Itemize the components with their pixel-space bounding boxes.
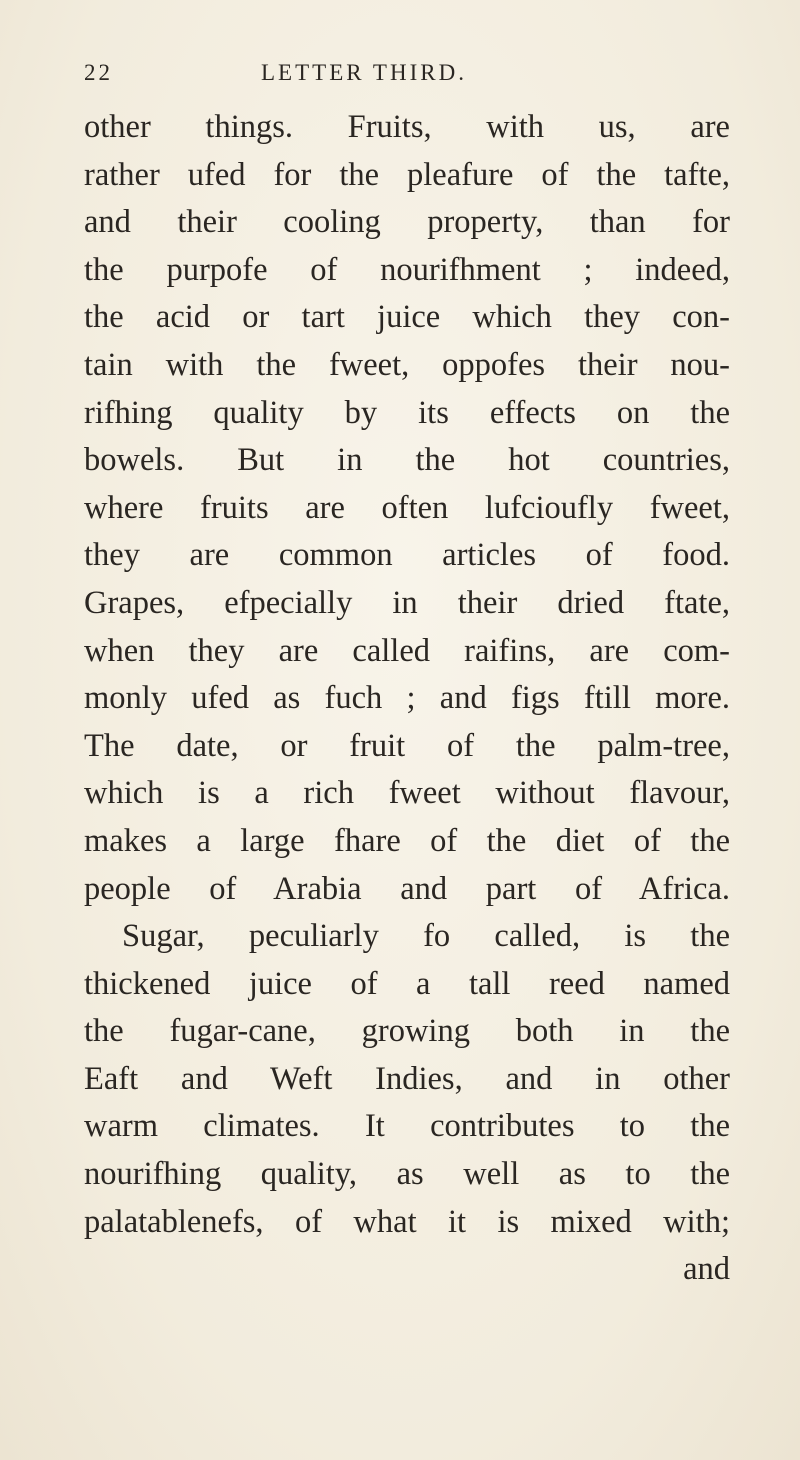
text-line: people of Arabia and part of Africa. [84,870,730,907]
text-line: rifhing quality by its effects on the [84,394,730,431]
page-number: 22 [84,60,113,85]
catchword: and [683,1251,730,1288]
text-line: the fugar-cane, growing both in the [84,1013,730,1050]
text-line: bowels. But in the hot countries, [84,442,730,479]
text-line: which is a rich fweet without flavour, [84,775,730,812]
text-line: where fruits are often lufcioufly fweet, [84,489,730,526]
text-line: makes a large fhare of the diet of the [84,822,730,859]
running-title: LETTER THIRD. [261,60,467,85]
text-line: thickened juice of a tall reed named [84,965,730,1002]
text-line: Eaft and Weft Indies, and in other [84,1060,730,1097]
body-text [84,104,730,1294]
paragraph-start-line: Sugar, peculiarly fo called, is the [122,918,730,955]
text-line: monly ufed as fuch ; and figs ftill more. [84,680,730,717]
text-line: they are common articles of food. [84,537,730,574]
text-line: The date, or fruit of the palm-tree, [84,727,730,764]
text-line: tain with the fweet, oppofes their nou- [84,346,730,383]
running-head [84,60,724,94]
text-line: nourifhing quality, as well as to the [84,1156,730,1193]
text-line: and their cooling property, than for [84,204,730,241]
text-line: Grapes, efpecially in their dried ftate, [84,584,730,621]
text-line: other things. Fruits, with us, are [84,109,730,145]
text-line: when they are called raifins, are com- [84,632,730,669]
text-line: warm climates. It contributes to the [84,1108,730,1145]
text-line: the acid or tart juice which they con- [84,299,730,336]
text-line: palatablenefs, of what it is mixed with; [84,1203,730,1240]
text-line: rather ufed for the pleafure of the tafte, [84,156,730,193]
text-line: the purpofe of nourifhment ; indeed, [84,251,730,288]
